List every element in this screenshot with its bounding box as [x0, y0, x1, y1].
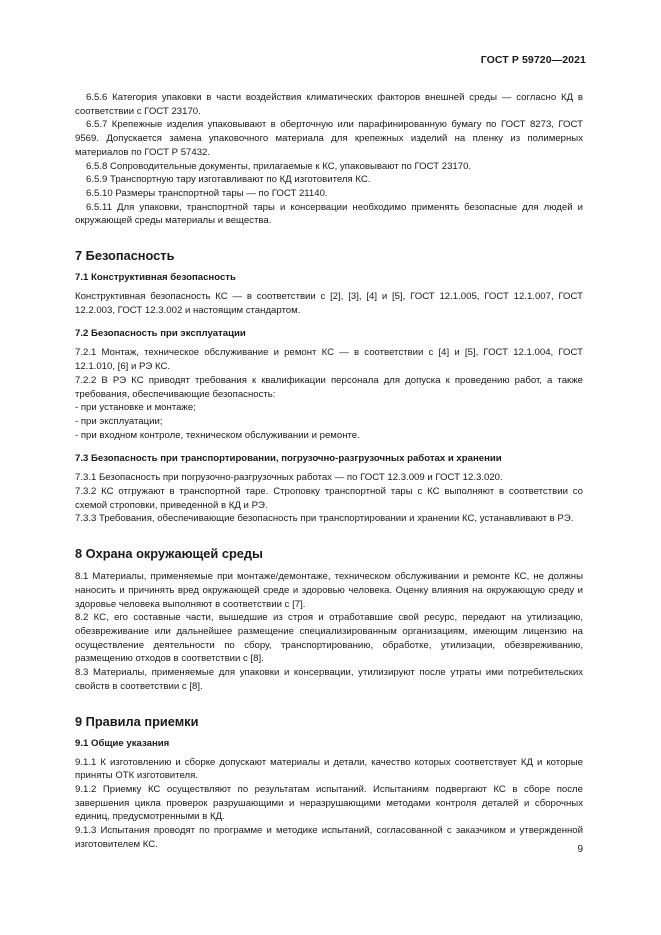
- paragraph-6-5-9: 6.5.9 Транспортную тару изготавливают по КД изготовителя КС.: [86, 174, 371, 186]
- paragraph-7-2-1: 7.2.1 Монтаж, техническое обслуживание и ремонт КС — в соответствии с [4] и [5], ГОСТ 12.1.004, ГОСТ 12.1.010, [6] и РЭ КС.: [75, 347, 583, 373]
- paragraph-6-5-7: 6.5.7 Крепежные изделия упаковывают в оберточную или парафинированную бумагу по ГОСТ 8273, ГОСТ 9569. Допускается замена упаковочного материала для крепежных изделий на пленку из полимерных материалов по ГОСТ Р 57432.: [75, 119, 583, 158]
- page-number: 9: [577, 844, 583, 855]
- list-item: - при установке и монтаже;: [75, 402, 196, 414]
- paragraph-6-5-6: 6.5.6 Категория упаковки в части воздействия климатических факторов внешней среды — согласно КД в соответствии с ГОСТ 23170.: [75, 92, 583, 117]
- paragraph-9-1-1: 9.1.1 К изготовлению и сборке допускают материалы и детали, качество которых соответствует КД и которые приняты ОТК изготовителя.: [75, 756, 583, 782]
- section-8-heading: 8 Охрана окружающей среды: [75, 546, 263, 562]
- paragraph-6-5-8: 6.5.8 Сопроводительные документы, прилагаемые к КС, упаковывают по ГОСТ 23170.: [86, 160, 472, 172]
- subsection-7-2-heading: 7.2 Безопасность при эксплуатации: [75, 328, 246, 340]
- paragraph-7-3-2: 7.3.2 КС отгружают в транспортной таре. Строповку транспортной тары с КС выполняют в соответствии со схемой строповки, приведенной в КД и РЭ.: [75, 486, 583, 511]
- paragraph-7-2-2: 7.2.2 В РЭ КС приводят требования к квалификации персонала для допуска к проведению работ, а также требования, обеспечивающие безопасность:: [75, 374, 583, 400]
- section-9-heading: 9 Правила приемки: [75, 713, 199, 729]
- document-code: ГОСТ Р 59720—2021: [480, 54, 586, 66]
- paragraph-7-3-3: 7.3.3 Требования, обеспечивающие безопасность при транспортировании и хранении КС, устанавливают в РЭ.: [75, 513, 574, 525]
- subsection-7-3-heading: 7.3 Безопасность при транспортировании, погрузочно-разгрузочных работах и хранении: [75, 453, 502, 465]
- list-item: - при входном контроле, техническом обслуживании и ремонте.: [75, 429, 360, 441]
- paragraph-6-5-11: 6.5.11 Для упаковки, транспортной тары и консервации необходимо применять безопасные для людей и окружающей среды материалы и вещества.: [75, 201, 583, 227]
- paragraph-8-2: 8.2 КС, его составные части, вышедшие из строя и отработавшие свой ресурс, передают на утилизацию, обезвреживание или дальнейшее размещение специализированным организациям, имеющим лицензию на осуществление деятельности по сбору, транспортированию, обработке, утилизации, обезвреживанию, размещению отходов в соответствии с [8].: [75, 612, 583, 665]
- paragraph-8-1: 8.1 Материалы, применяемые при монтаже/демонтаже, техническом обслуживании и ремонте КС, не должны наносить и причинять вред окружающей среде и здоровью человека. Оценку влияния на окружающую среду и здоровье человека выполняют в соответствии с [7].: [75, 571, 583, 610]
- list-item: - при эксплуатации;: [75, 415, 163, 427]
- page-content: [75, 91, 583, 851]
- paragraph-9-1-3: 9.1.3 Испытания проводят по программе и методике испытаний, согласованной с заказчиком и утвержденной изготовителем КС.: [75, 825, 583, 850]
- paragraph-7-1: Конструктивная безопасность КС — в соответствии с [2], [3], [4] и [5], ГОСТ 12.1.005, ГОСТ 12.1.007, ГОСТ 12.2.003, ГОСТ 12.3.002 и настоящим стандартом.: [75, 291, 583, 316]
- paragraph-9-1-2: 9.1.2 Приемку КС осуществляют по результатам испытаний. Испытаниям подвергают КС в сборе после завершения цикла проверок разрушающими и неразрушающими методами контроля деталей и сборочных единиц, предусмотренными в КД.: [75, 783, 583, 823]
- subsection-7-1-heading: 7.1 Конструктивная безопасность: [75, 272, 236, 284]
- paragraph-8-3: 8.3 Материалы, применяемые для упаковки и консервации, утилизируют после утраты ими потребительских свойств в соответствии с [8].: [75, 667, 583, 692]
- subsection-9-1-heading: 9.1 Общие указания: [75, 737, 170, 749]
- paragraph-7-3-1: 7.3.1 Безопасность при погрузочно-разгрузочных работах — по ГОСТ 12.3.009 и ГОСТ 12.3.020.: [75, 472, 503, 484]
- section-7-heading: 7 Безопасность: [75, 248, 175, 264]
- paragraph-6-5-10: 6.5.10 Размеры транспортной тары — по ГОСТ 21140.: [86, 187, 328, 199]
